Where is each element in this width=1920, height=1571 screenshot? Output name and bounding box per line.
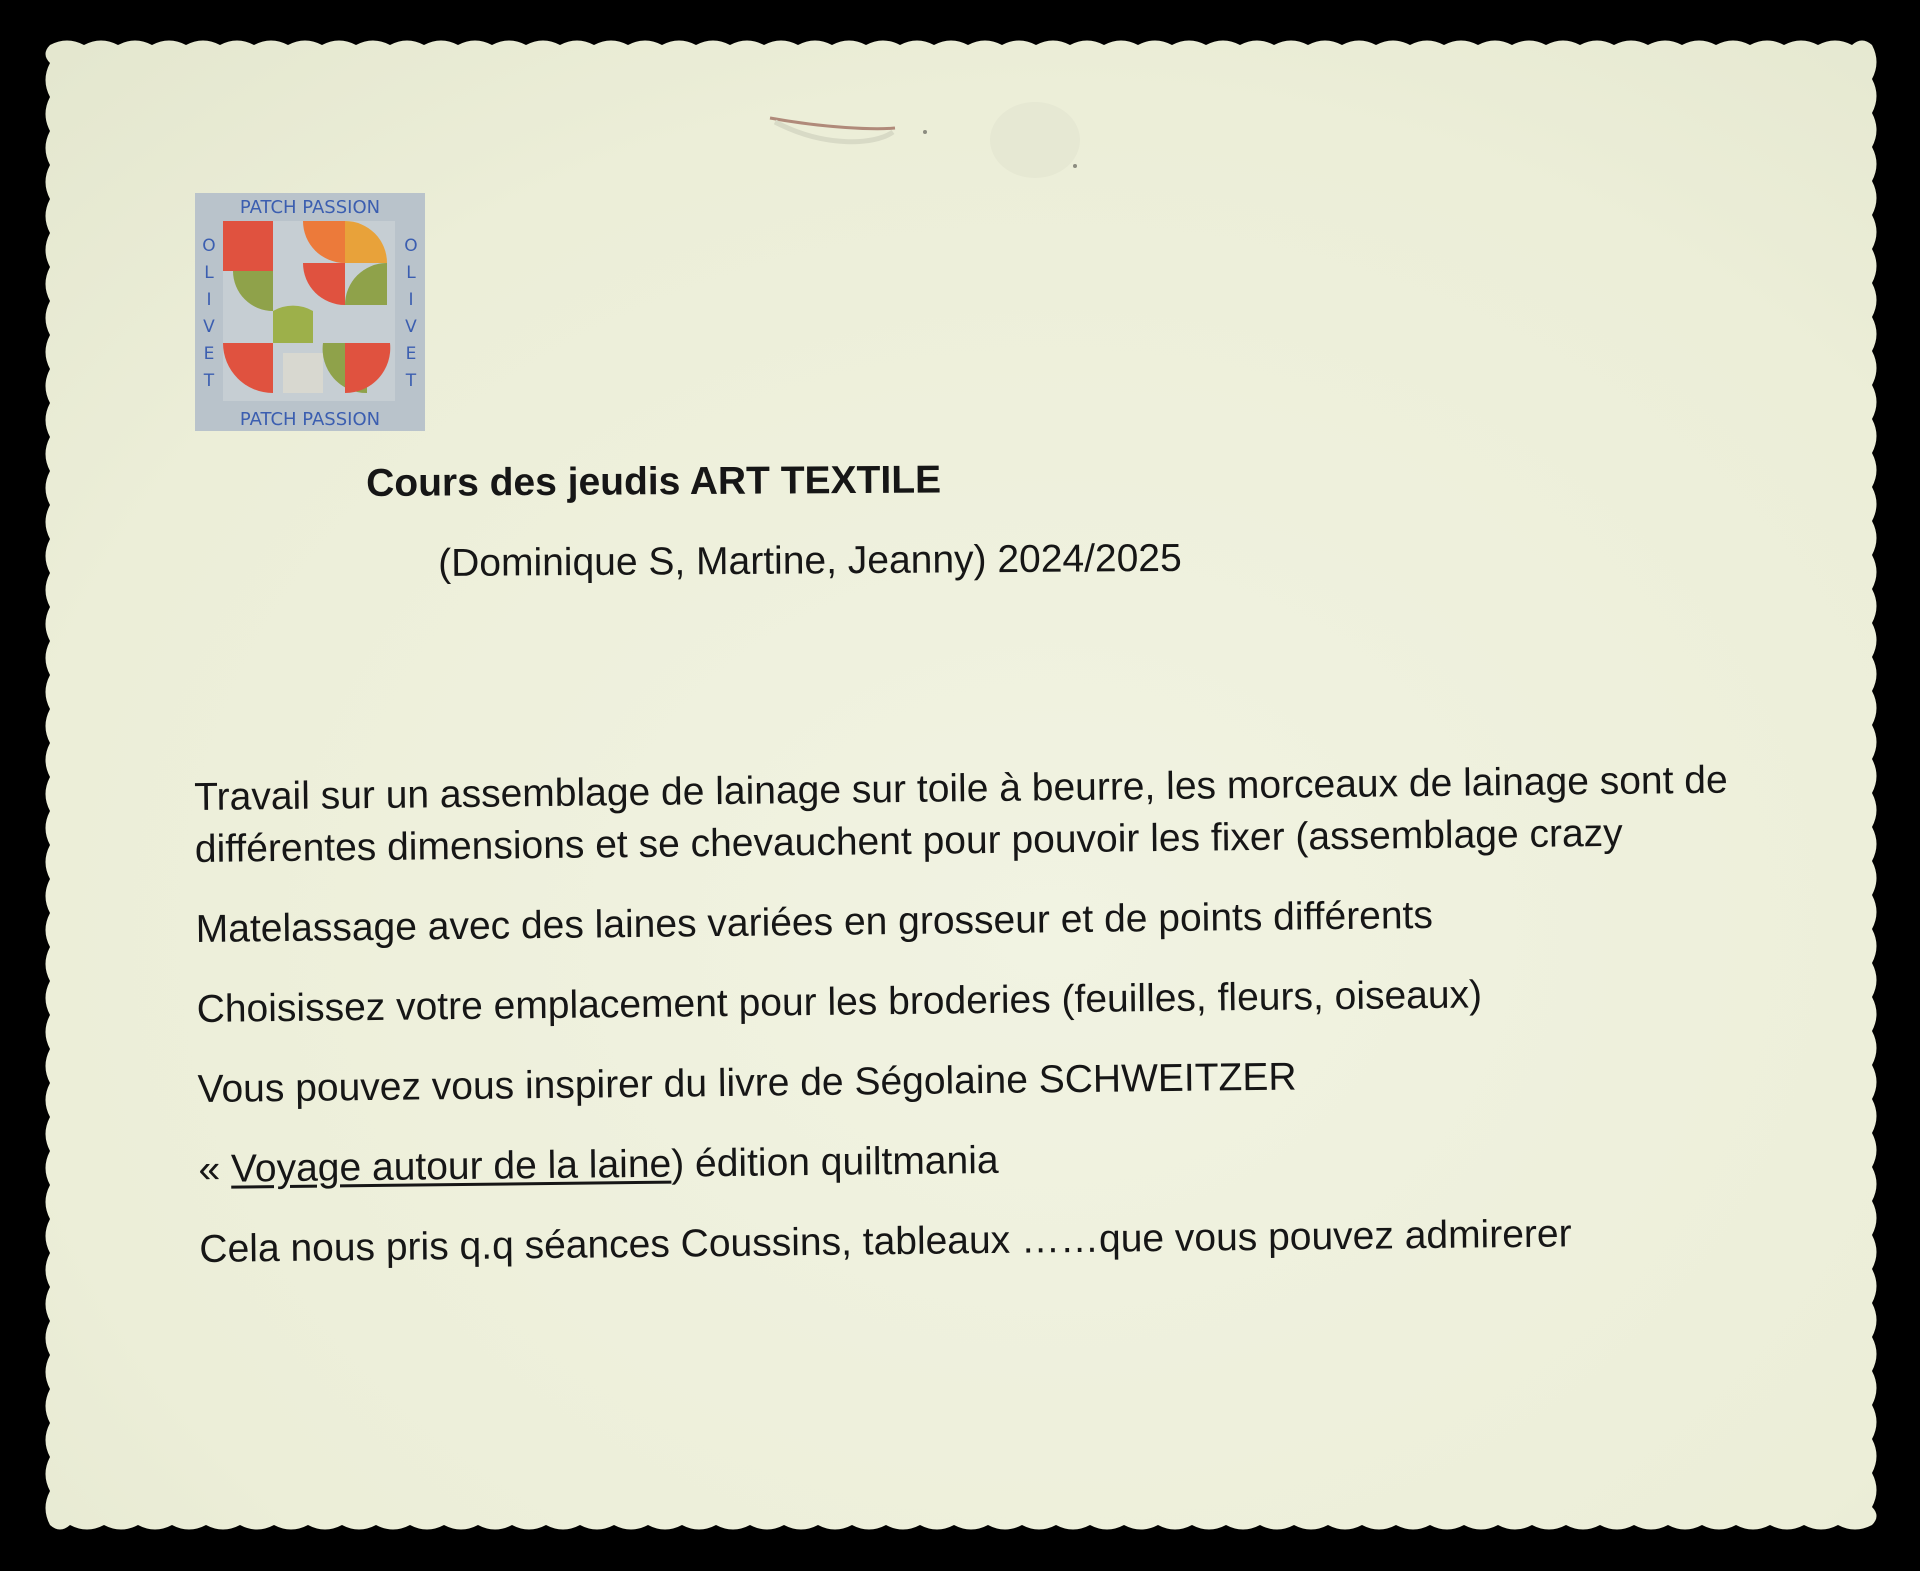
logo-left-letter: E — [203, 344, 215, 364]
book-title-link[interactable]: Voyage autour de la laine — [230, 1142, 672, 1191]
logo-left-letter: V — [203, 317, 215, 337]
paragraph-book — [198, 1126, 1818, 1196]
paragraph-matelassage: Matelassage avec des laines variées en grosseur et de points différents — [195, 893, 1434, 951]
logo-right-letter: E — [405, 344, 417, 364]
logo-bottom-text: PATCH PASSION — [239, 409, 381, 430]
paragraph-broderies: Choisissez votre emplacement pour les broderies (feuilles, fleurs, oiseaux) — [196, 973, 1483, 1031]
book-edition: ) édition quiltmania — [670, 1138, 999, 1186]
logo-right-letter: V — [405, 317, 417, 337]
paragraph-closing: Cela nous pris q.q séances Coussins, tableaux ……que vous pouvez admirerer — [199, 1212, 1572, 1271]
logo-left-letter: L — [204, 263, 214, 283]
patch-passion-logo — [195, 193, 425, 431]
logo-right-letter: L — [406, 263, 416, 283]
logo-left-letter: I — [206, 290, 212, 310]
logo-left-letter: T — [203, 371, 215, 391]
logo-top-text: PATCH PASSION — [239, 197, 381, 218]
paragraph-assemblage: Travail sur un assemblage de lainage sur toile à beurre, les morceaux de lainage sont de différentes dimensions et se chevauchent pour pouvoir les fixer (assemblage crazy — [194, 758, 1728, 871]
page-subtitle: (Dominique S, Martine, Jeanny) 2024/2025 — [438, 536, 1182, 585]
logo-right-letter: O — [404, 236, 418, 256]
paragraph-inspiration: Vous pouvez vous inspirer du livre de Ségolaine SCHWEITZER — [197, 1055, 1297, 1111]
logo-left-letter: O — [202, 236, 216, 256]
logo-right-letter: I — [408, 290, 414, 310]
book-open-quote: « — [198, 1147, 232, 1191]
staple-mark — [765, 100, 1095, 190]
body-text — [194, 754, 1820, 1304]
page-title: Cours des jeudis ART TEXTILE — [366, 458, 942, 505]
logo-right-letter: T — [405, 371, 417, 391]
